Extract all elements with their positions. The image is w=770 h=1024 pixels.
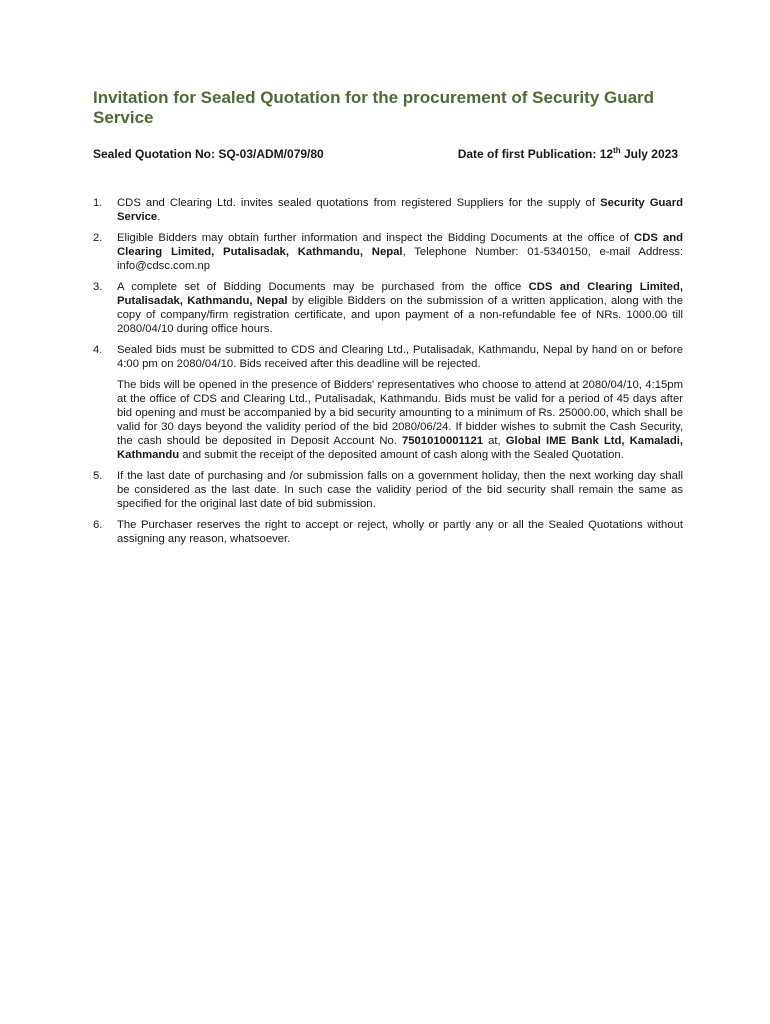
clause-6: 6. The Purchaser reserves the right to accept or reject, wholly or partly any or all the Sealed Quotations without assigning any reason, whatsoever.: [93, 519, 683, 545]
clause-number: 5.: [93, 470, 103, 482]
clause-3: 3. A complete set of Bidding Documents may be purchased from the office CDS and Clearing Limited, Putalisadak, Kathmandu, Nepal by eligible Bidders on the submission of a written application, along with the copy of company/firm registration certificate, and upon payment of a non-refundable fee of NRs. 1000.00 till 2080/04/10 during office hours.: [93, 281, 683, 335]
deposit-account-number: 7501010001121: [401, 435, 484, 447]
publication-date: Date of first Publication: 12th July 2023: [457, 146, 678, 161]
bank-name: Global IME Bank Ltd, Kamaladi, Kathmandu: [117, 435, 683, 461]
document-title: Invitation for Sealed Quotation for the procurement of Security Guard Service: [93, 88, 655, 127]
clause-number: 3.: [93, 281, 103, 293]
clause-number: 6.: [93, 519, 103, 531]
clause-number: 2.: [93, 232, 103, 244]
clause-list: [93, 196, 683, 553]
clause-1: 1. CDS and Clearing Ltd. invites sealed quotations from registered Suppliers for the supply of Security Guard Service.: [93, 197, 683, 223]
clause-4-bid-opening-paragraph: The bids will be opened in the presence of Bidders' representatives who choose to attend at 2080/04/10, 4:15pm at the office of CDS and Clearing Ltd., Putalisadak, Kathmandu. Bids must be valid for a period of 45 days after bid opening and must be accompanied by a bid security amounting to a minimum of Rs. 25000.00, which shall be valid for 30 days beyond the validity period of the bid 2080/06/24. If bidder wishes to submit the Cash Security, the cash should be deposited in Deposit Account No. 7501010001121 at, Global IME Bank Ltd, Kamaladi, Kathmandu and submit the receipt of the deposited amount of cash along with the Sealed Quotation.: [117, 379, 683, 461]
clause-number: 1.: [93, 197, 103, 209]
clause-4: 4. Sealed bids must be submitted to CDS and Clearing Ltd., Putalisadak, Kathmandu, Nepal by hand on or before 4:00 pm on 2080/04/10. Bids received after this deadline will be rejected.: [93, 344, 683, 370]
quotation-number: Sealed Quotation No: SQ-03/ADM/079/80: [93, 147, 324, 161]
clause-2: 2. Eligible Bidders may obtain further information and inspect the Bidding Documents at the office of CDS and Clearing Limited, Putalisadak, Kathmandu, Nepal, Telephone Number: 01-5340150, e-mail Address: info@cdsc.com.np: [93, 232, 683, 272]
clause-5: 5. If the last date of purchasing and /or submission falls on a government holiday, then the next working day shall be considered as the last date. In such case the validity period of the bid security shall remain the same as specified for the original last date of bid submission.: [93, 470, 683, 510]
clause-number: 4.: [93, 344, 103, 356]
